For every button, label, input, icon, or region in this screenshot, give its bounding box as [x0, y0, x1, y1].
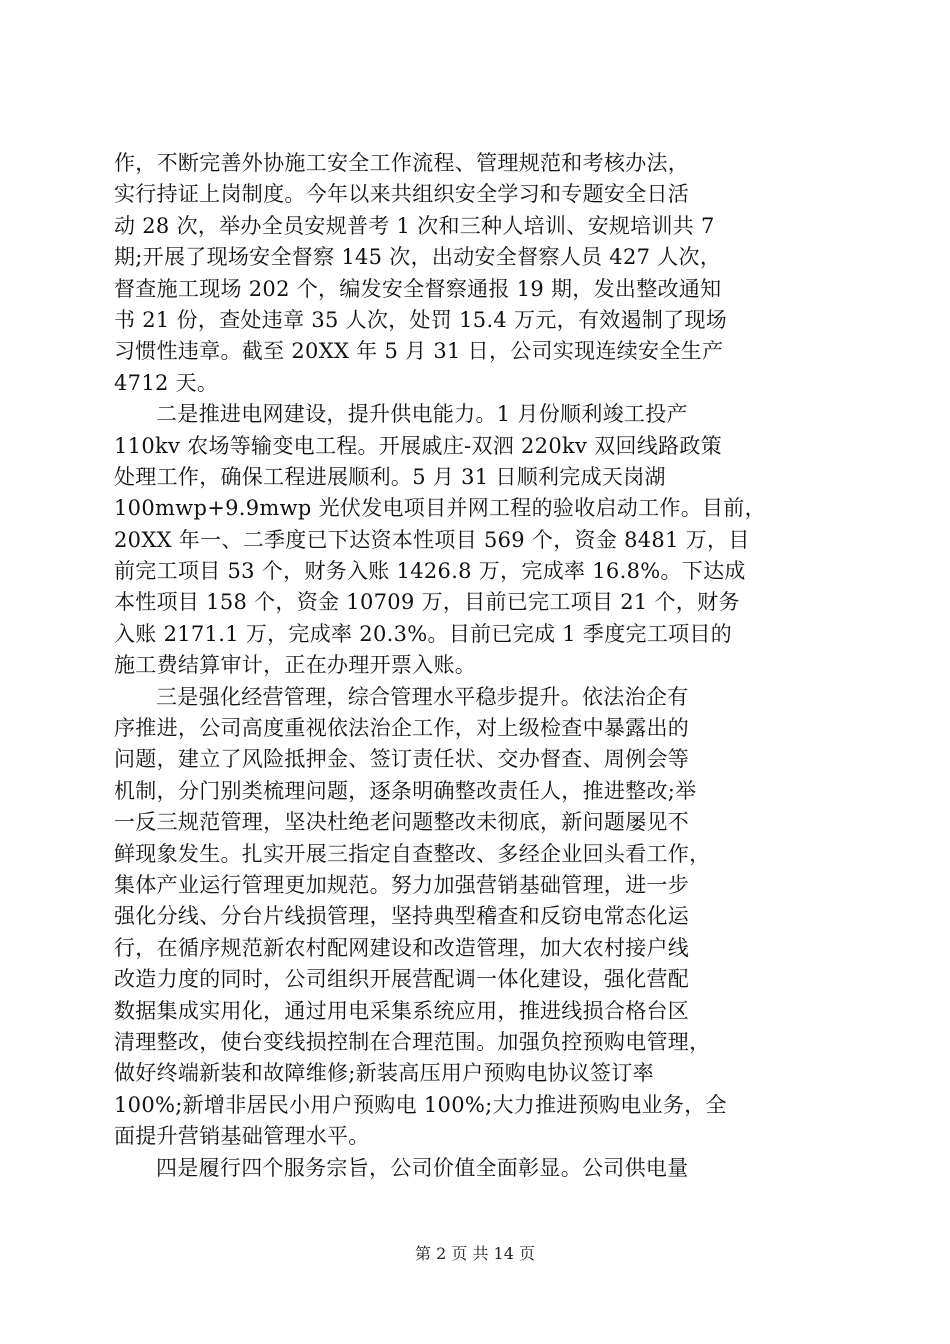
text-line: 鲜现象发生。扎实开展三指定自查整改、多经企业回头看工作， [114, 841, 711, 866]
text-line: 实行持证上岗制度。今年以来共组织安全学习和专题安全日活 [114, 182, 690, 207]
text-line: 书 21 份，查处违章 35 人次，处罚 15.4 万元，有效遏制了现场 [114, 307, 728, 332]
page-footer: 第 2 页 共 14 页 [415, 1244, 535, 1263]
text-line: 集体产业运行管理更加规范。努力加强营销基础管理，进一步 [114, 872, 690, 897]
text-line: 4712 天。 [114, 370, 219, 395]
text-line: 处理工作，确保工程进展顺利。5 月 31 日顺利完成天岗湖 [114, 464, 666, 489]
text-line: 100mwp+9.9mwp 光伏发电项目并网工程的验收启动工作。目前， [114, 496, 766, 521]
text-line: 20XX 年一、二季度已下达资本性项目 569 个，资金 8481 万，目 [114, 527, 750, 552]
text-line: 前完工项目 53 个，财务入账 1426.8 万，完成率 16.8%。下达成 [114, 559, 746, 584]
text-line: 作，不断完善外协施工安全工作流程、管理规范和考核办法， [114, 151, 690, 175]
document-body [114, 148, 838, 1184]
text-line: 数据集成实用化，通过用电采集系统应用，推进线损合格台区 [114, 998, 690, 1023]
text-line: 序推进，公司高度重视依法治企工作，对上级检查中暴露出的 [114, 716, 690, 741]
text-line: 督查施工现场 202 个，编发安全督察通报 19 期，发出整改通知 [114, 276, 722, 301]
text-line: 习惯性违章。截至 20XX 年 5 月 31 日，公司实现连续安全生产 [114, 339, 724, 364]
text-line: 面提升营销基础管理水平。 [114, 1124, 370, 1149]
paragraph-first-line: 二是推进电网建设，提升供电能力。1 月份顺利竣工投产 [156, 402, 688, 427]
paragraph-first-line: 三是强化经营管理，综合管理水平稳步提升。依法治企有 [156, 684, 689, 709]
text-line: 一反三规范管理，坚决杜绝老问题整改未彻底，新问题屡见不 [114, 810, 690, 835]
text-line: 行，在循序规范新农村配网建设和改造管理，加大农村接户线 [114, 935, 690, 960]
text-line: 清理整改，使台变线损控制在合理范围。加强负控预购电管理， [114, 1029, 711, 1054]
paragraph-first-line: 四是履行四个服务宗旨，公司价值全面彰显。公司供电量 [156, 1155, 689, 1180]
text-line: 机制，分门别类梳理问题，逐条明确整改责任人，推进整改;举 [114, 778, 697, 803]
text-line: 做好终端新装和故障维修;新装高压用户预购电协议签订率 [114, 1061, 654, 1086]
text-line: 入账 2171.1 万，完成率 20.3%。目前已完成 1 季度完工项目的 [114, 621, 733, 646]
text-line: 改造力度的同时，公司组织开展营配调一体化建设，强化营配 [114, 967, 690, 992]
text-line: 强化分线、分台片线损管理，坚持典型稽查和反窃电常态化运 [114, 904, 690, 929]
text-line: 110kv 农场等输变电工程。开展戚庄-双泗 220kv 双回线路政策 [114, 433, 722, 458]
text-line: 施工费结算审计，正在办理开票入账。 [114, 653, 477, 678]
text-line: 100%;新增非居民小用户预购电 100%;大力推进预购电业务，全 [114, 1092, 727, 1117]
text-line: 动 28 次，举办全员安规普考 1 次和三种人培训、安规培训共 7 [114, 213, 715, 238]
text-line: 本性项目 158 个，资金 10709 万，目前已完工项目 21 个，财务 [114, 590, 740, 615]
text-line: 期;开展了现场安全督察 145 次，出动安全督察人员 427 人次， [114, 245, 722, 270]
text-line: 问题，建立了风险抵押金、签订责任状、交办督查、周例会等 [114, 747, 690, 772]
